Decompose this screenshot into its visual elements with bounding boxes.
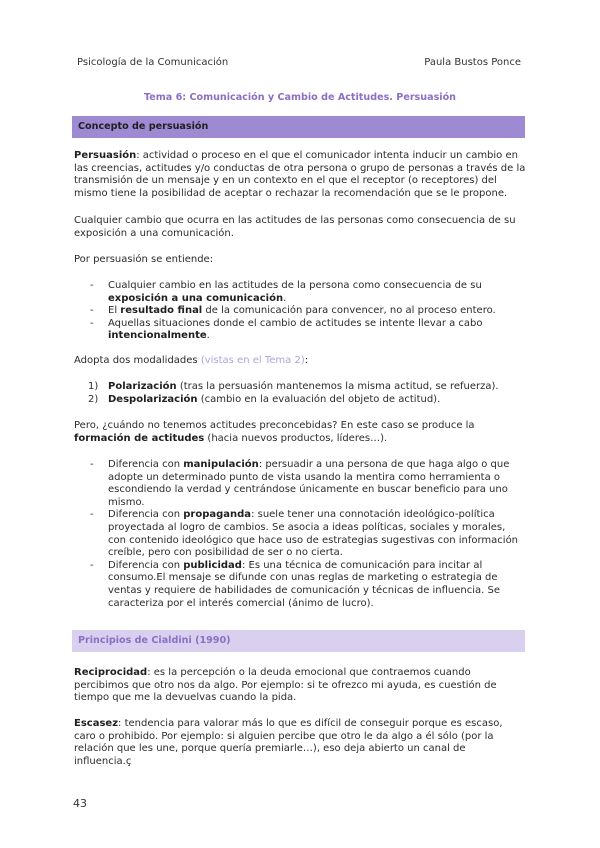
- section-heading-cialdini: Principios de Cialdini (1990): [72, 630, 525, 652]
- paragraph-exposicion: [74, 215, 526, 240]
- list-item: - Diferencia con propaganda: suele tener una connotación ideológico-política proyectada al logro de cambios. Se asocia a ideas políticas, sociales y morales, con contenido ideológico que hace uso de estrategias sugestivas con información creíble, pero con posibilidad de ser o no cierta.: [74, 509, 526, 559]
- list-item: - Cualquier cambio en las actitudes de la persona como consecuencia de su exposición a una comunicación.: [74, 280, 526, 305]
- paragraph-text: Por persuasión se entiende:: [74, 254, 214, 265]
- page-number: 43: [73, 797, 87, 810]
- list-item: 2) Despolarización (cambio en la evaluación del objeto de actitud).: [88, 393, 441, 405]
- definition-paragraph: [74, 150, 526, 200]
- list-item: 1) Polarización (tras la persuasión mantenemos la misma actitud, se refuerza).: [88, 381, 499, 392]
- list-modalidades: [74, 381, 526, 406]
- paragraph-escasez: Escasez: tendencia para valorar más lo que es difícil de conseguir porque es escaso, caro o prohibido. Por ejemplo: si alguien percibe que otro le da algo a él sólo (por la relación que les une, porque quería premiarle…), eso deja abierto un canal de influencia.ç: [74, 718, 503, 767]
- list-item: - Diferencia con publicidad: Es una técnica de comunicación para incitar al consumo.El mensaje se difunde con unas reglas de marketing o estrategia de ventas y requiere de habilidades de comunicación y técnicas de influencia. Se caracteriza por el interés comercial (ánimo de lucro).: [74, 560, 526, 610]
- list-item: - Diferencia con manipulación: persuadir a una persona de que haga algo o que adopte un determinado punto de vista usando la mentira como herramienta o escondiendo la verdad y centrándose únicamente en buscar beneficio para uno mismo.: [74, 459, 526, 509]
- list-persuasion-meanings: [74, 280, 526, 343]
- paragraph-modalidades: Adopta dos modalidades (vistas en el Tema 2):: [74, 355, 309, 366]
- list-item: - El resultado final de la comunicación para convencer, no al proceso entero.: [74, 305, 526, 318]
- paragraph-reciprocidad: Reciprocidad: es la percepción o la deuda emocional que contraemos cuando percibimos que otro nos da algo. Por ejemplo: si te ofrezco mi ayuda, es cuestión de tiempo que me la devuelvas cuando la pida.: [74, 667, 497, 704]
- topic-title: Tema 6: Comunicación y Cambio de Actitudes. Persuasión: [144, 92, 456, 103]
- list-item: - Aquellas situaciones donde el cambio de actitudes se intente llevar a cabo intencionalmente.: [74, 318, 526, 343]
- cross-reference: (vistas en el Tema 2): [200, 355, 305, 366]
- header-course-title: Psicología de la Comunicación: [77, 57, 229, 68]
- paragraph-text: Cualquier cambio que ocurra en las actitudes de las personas como consecuencia de su exposición a una comunicación.: [74, 215, 516, 239]
- header-author: Paula Bustos Ponce: [424, 57, 521, 68]
- section-heading-concepto: Concepto de persuasión: [72, 116, 525, 138]
- list-diferencias: [74, 459, 526, 610]
- definition-text: : actividad o proceso en el que el comunicador intenta inducir un cambio en las creencias, actitudes y/o conductas de otra persona o grupo de personas a través de la transmisión de un mensaje y en un contexto en el que el receptor (o receptores) del mismo tiene la posibilidad de aceptar o rechazar la recomendación que se le propone.: [74, 150, 526, 199]
- paragraph-se-entiende: [74, 254, 526, 267]
- paragraph-formacion: Pero, ¿cuándo no tenemos actitudes preconcebidas? En este caso se produce la formación de actitudes (hacia nuevos productos, líderes…).: [74, 420, 475, 444]
- definition-term: Persuasión: [74, 150, 137, 161]
